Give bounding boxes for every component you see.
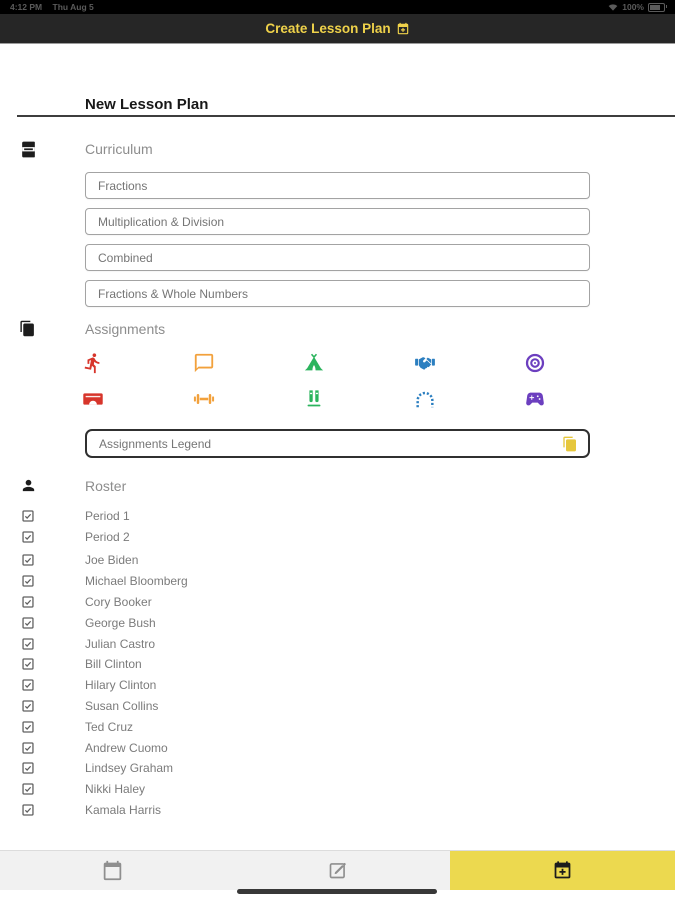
- game-controller-icon[interactable]: [524, 388, 546, 410]
- period-checkbox[interactable]: [21, 509, 35, 523]
- calendar-icon: [102, 860, 123, 881]
- battery-icon: [648, 3, 665, 12]
- tab-create-lesson-plan[interactable]: [450, 851, 675, 890]
- home-indicator[interactable]: [237, 889, 437, 894]
- student-checkbox[interactable]: [21, 574, 35, 588]
- person-icon: [20, 477, 37, 494]
- status-date: Thu Aug 5: [52, 2, 94, 12]
- student-label: Michael Bloomberg: [85, 574, 188, 589]
- period-label: Period 2: [85, 529, 130, 544]
- edit-square-icon: [327, 860, 348, 881]
- roster-row[interactable]: [0, 592, 675, 613]
- student-checkbox[interactable]: [21, 699, 35, 713]
- student-label: Hilary Clinton: [85, 678, 157, 693]
- target-rings-icon[interactable]: [524, 352, 546, 374]
- roster-row[interactable]: [0, 696, 675, 717]
- assignments-legend-label: Assignments Legend: [99, 436, 212, 451]
- roster-row[interactable]: [0, 654, 675, 675]
- student-label: Lindsey Graham: [85, 761, 174, 776]
- roster-row[interactable]: [0, 633, 675, 654]
- dumbbell-icon[interactable]: [193, 388, 215, 410]
- book-icon: [19, 140, 38, 159]
- student-label: Cory Booker: [85, 594, 152, 609]
- roster-row[interactable]: [0, 571, 675, 592]
- student-checkbox[interactable]: [21, 637, 35, 651]
- tab-edit-lesson[interactable]: [225, 851, 450, 890]
- curriculum-field-value: Multiplication & Division: [98, 214, 225, 229]
- student-label: Joe Biden: [85, 553, 139, 568]
- roster-row[interactable]: [0, 737, 675, 758]
- copy-icon: [19, 320, 36, 337]
- curriculum-field-value: Fractions: [98, 178, 148, 193]
- roster-row[interactable]: [0, 675, 675, 696]
- calendar-add-icon: [396, 22, 410, 36]
- student-checkbox[interactable]: [21, 678, 35, 692]
- curriculum-field[interactable]: [85, 172, 590, 199]
- chat-bubble-icon[interactable]: [193, 352, 215, 374]
- student-checkbox[interactable]: [21, 782, 35, 796]
- assignments-legend-field[interactable]: [85, 429, 590, 458]
- assignments-label: Assignments: [85, 321, 166, 337]
- student-label: Susan Collins: [85, 698, 159, 713]
- curriculum-field[interactable]: [85, 280, 590, 307]
- student-label: George Bush: [85, 615, 156, 630]
- roster-periods: [0, 505, 675, 547]
- curriculum-fields: [0, 172, 675, 316]
- student-checkbox[interactable]: [21, 616, 35, 630]
- roster-row[interactable]: [0, 612, 675, 633]
- assignment-icon-grid: [82, 352, 546, 424]
- stadium-arch-icon[interactable]: [414, 388, 436, 410]
- ticket-icon[interactable]: [82, 388, 104, 410]
- curriculum-field[interactable]: [85, 244, 590, 271]
- student-label: Kamala Harris: [85, 802, 162, 817]
- roster-row[interactable]: [0, 505, 675, 526]
- curriculum-field[interactable]: [85, 208, 590, 235]
- curriculum-field-value: Combined: [98, 250, 153, 265]
- curriculum-label: Curriculum: [85, 141, 153, 157]
- student-label: Bill Clinton: [85, 657, 142, 672]
- tab-bar: [0, 850, 675, 890]
- nav-title: Create Lesson Plan: [265, 21, 391, 36]
- student-checkbox[interactable]: [21, 741, 35, 755]
- status-time: 4:12 PM: [10, 2, 43, 12]
- student-checkbox[interactable]: [21, 720, 35, 734]
- roster-row[interactable]: [0, 800, 675, 818]
- curriculum-field-value: Fractions & Whole Numbers: [98, 286, 249, 301]
- student-label: Julian Castro: [85, 636, 156, 651]
- period-checkbox[interactable]: [21, 530, 35, 544]
- handshake-icon[interactable]: [414, 352, 436, 374]
- roster-row[interactable]: [0, 779, 675, 800]
- student-label: Nikki Haley: [85, 782, 146, 797]
- roster-row[interactable]: [0, 550, 675, 571]
- battery-percent: 100%: [622, 2, 644, 12]
- status-bar: [0, 0, 675, 14]
- student-checkbox[interactable]: [21, 803, 35, 817]
- student-checkbox[interactable]: [21, 761, 35, 775]
- student-checkbox[interactable]: [21, 595, 35, 609]
- roster-row[interactable]: [0, 716, 675, 737]
- test-tubes-icon[interactable]: [303, 388, 325, 410]
- student-label: Andrew Cuomo: [85, 740, 168, 755]
- nav-bar: [0, 14, 675, 44]
- period-label: Period 1: [85, 508, 130, 523]
- paste-icon[interactable]: [562, 436, 578, 452]
- tent-icon[interactable]: [303, 352, 325, 374]
- page-title: New Lesson Plan: [85, 96, 209, 113]
- roster-label: Roster: [85, 478, 127, 494]
- wifi-icon: [608, 3, 618, 11]
- running-person-icon[interactable]: [82, 352, 104, 374]
- roster-row[interactable]: [0, 526, 675, 547]
- roster-row[interactable]: [0, 758, 675, 779]
- roster-students: [0, 550, 675, 818]
- student-checkbox[interactable]: [21, 657, 35, 671]
- heading-divider: [17, 115, 675, 117]
- tab-calendar[interactable]: [0, 851, 225, 890]
- student-label: Ted Cruz: [85, 719, 134, 734]
- student-checkbox[interactable]: [21, 553, 35, 567]
- calendar-add-icon: [552, 860, 573, 881]
